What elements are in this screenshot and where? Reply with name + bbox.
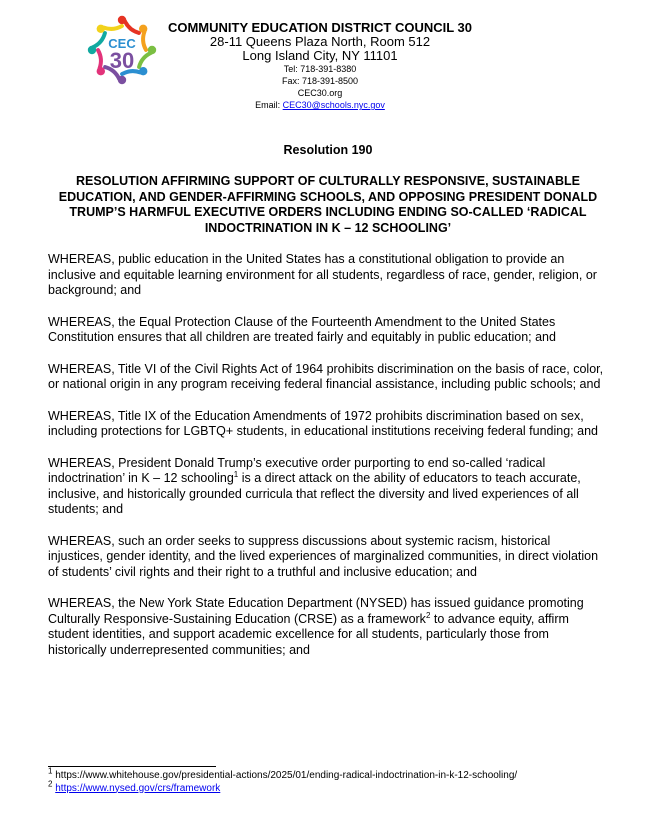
logo-figure-body bbox=[143, 32, 146, 50]
letterhead bbox=[150, 20, 490, 111]
footnote-1-text: https://www.whitehouse.gov/presidential-actions/2025/01/ending-radical-indoctrination-in-k-12-schooling/ bbox=[52, 770, 518, 781]
footnote-ref-2: 2 bbox=[425, 610, 431, 620]
paragraph-7-text-a: WHEREAS, the New York State Education Department (NYSED) has issued guidance promoting Culturally Responsive-Sustaining Education (CRSE) as a framework bbox=[48, 596, 584, 626]
paragraph-5-text-a: WHEREAS, President Donald Trump’s executive order purporting to end so-called ‘radical indoctrination’ in K – 12 schooling bbox=[48, 455, 546, 485]
cec30-logo bbox=[84, 12, 160, 88]
whereas-paragraph-2: WHEREAS, the Equal Protection Clause of the Fourteenth Amendment to the United States Constitution ensures that all children are treated fairly and equitably in public education; and bbox=[48, 314, 556, 344]
website: CEC30.org bbox=[297, 88, 343, 98]
logo-text-30: 30 bbox=[109, 48, 135, 73]
org-name: COMMUNITY EDUCATION DISTRICT COUNCIL 30 bbox=[167, 20, 473, 35]
resolution-number: Resolution 190 bbox=[283, 143, 373, 157]
logo-text-cec: CEC bbox=[108, 36, 136, 51]
footnote-2-link[interactable]: https://www.nysed.gov/crs/framework bbox=[55, 782, 221, 794]
fax: Fax: 718-391-8500 bbox=[281, 76, 359, 86]
footnote-ref-1: 1 bbox=[233, 469, 239, 479]
resolution-body bbox=[48, 252, 608, 674]
email-label: Email: bbox=[255, 100, 283, 110]
footnotes bbox=[48, 766, 608, 795]
whereas-paragraph-1: WHEREAS, public education in the United States has a constitutional obligation to provide an inclusive and equitable learning environment for all students, regardless of race, gender, religion, or background; and bbox=[48, 252, 597, 297]
whereas-paragraph-4: WHEREAS, Title IX of the Education Amendments of 1972 prohibits discrimination based on sex, including protections for LGBTQ+ students, in educational institutions receiving federal funding; and bbox=[48, 408, 598, 438]
logo-figure-body bbox=[93, 33, 105, 47]
logo-figure-body bbox=[125, 21, 139, 33]
paragraph-5-text-b: is a direct attack on the ability of educators to teach accurate, inclusive, and historically grounded curricula that reflect the diversity and lived experiences of all students; and bbox=[48, 471, 581, 516]
logo-figure-body bbox=[98, 50, 101, 68]
footnote-1 bbox=[48, 766, 608, 783]
telephone: Tel: 718-391-8380 bbox=[283, 64, 357, 74]
address-line-2: Long Island City, NY 11101 bbox=[242, 48, 398, 63]
footnote-1-number: 1 bbox=[48, 766, 53, 776]
footnote-2-number: 2 bbox=[48, 779, 53, 789]
resolution-title: RESOLUTION AFFIRMING SUPPORT OF CULTURALLY RESPONSIVE, SUSTAINABLE EDUCATION, AND GENDER-AFFIRMING SCHOOLS, AND OPPOSING PRESIDENT DONALD TRUMP’S HARMFUL EXECUTIVE ORDERS INCLUDING ENDING SO-CALLED ‘RADICAL INDOCTRINATION IN K – 12 SCHOOLING’ bbox=[58, 174, 598, 235]
footnote-divider bbox=[48, 766, 216, 767]
paragraph-7-text-b: to advance equity, affirm student identities, and support academic excellence for all students, particularly those from historically underrepresented communities; and bbox=[48, 611, 569, 657]
whereas-paragraph-3: WHEREAS, Title VI of the Civil Rights Act of 1964 prohibits discrimination on the basis of race, color, or national origin in any program receiving federal financial assistance, including public schools; and bbox=[48, 361, 604, 391]
email-line bbox=[150, 99, 490, 111]
whereas-paragraph-7 bbox=[48, 596, 608, 658]
address-line-1: 28-11 Queens Plaza North, Room 512 bbox=[209, 34, 431, 49]
email-link[interactable]: CEC30@schools.nyc.gov bbox=[282, 100, 385, 110]
footnote-2 bbox=[48, 779, 608, 796]
whereas-paragraph-6: WHEREAS, such an order seeks to suppress discussions about systemic racism, historical injustices, gender identity, and the lived experiences of marginalized communities, in direct violation of students’ civil rights and their right to a truthful and inclusive education; and bbox=[48, 533, 599, 579]
whereas-paragraph-5 bbox=[48, 456, 608, 518]
logo-figure-body bbox=[104, 26, 122, 29]
